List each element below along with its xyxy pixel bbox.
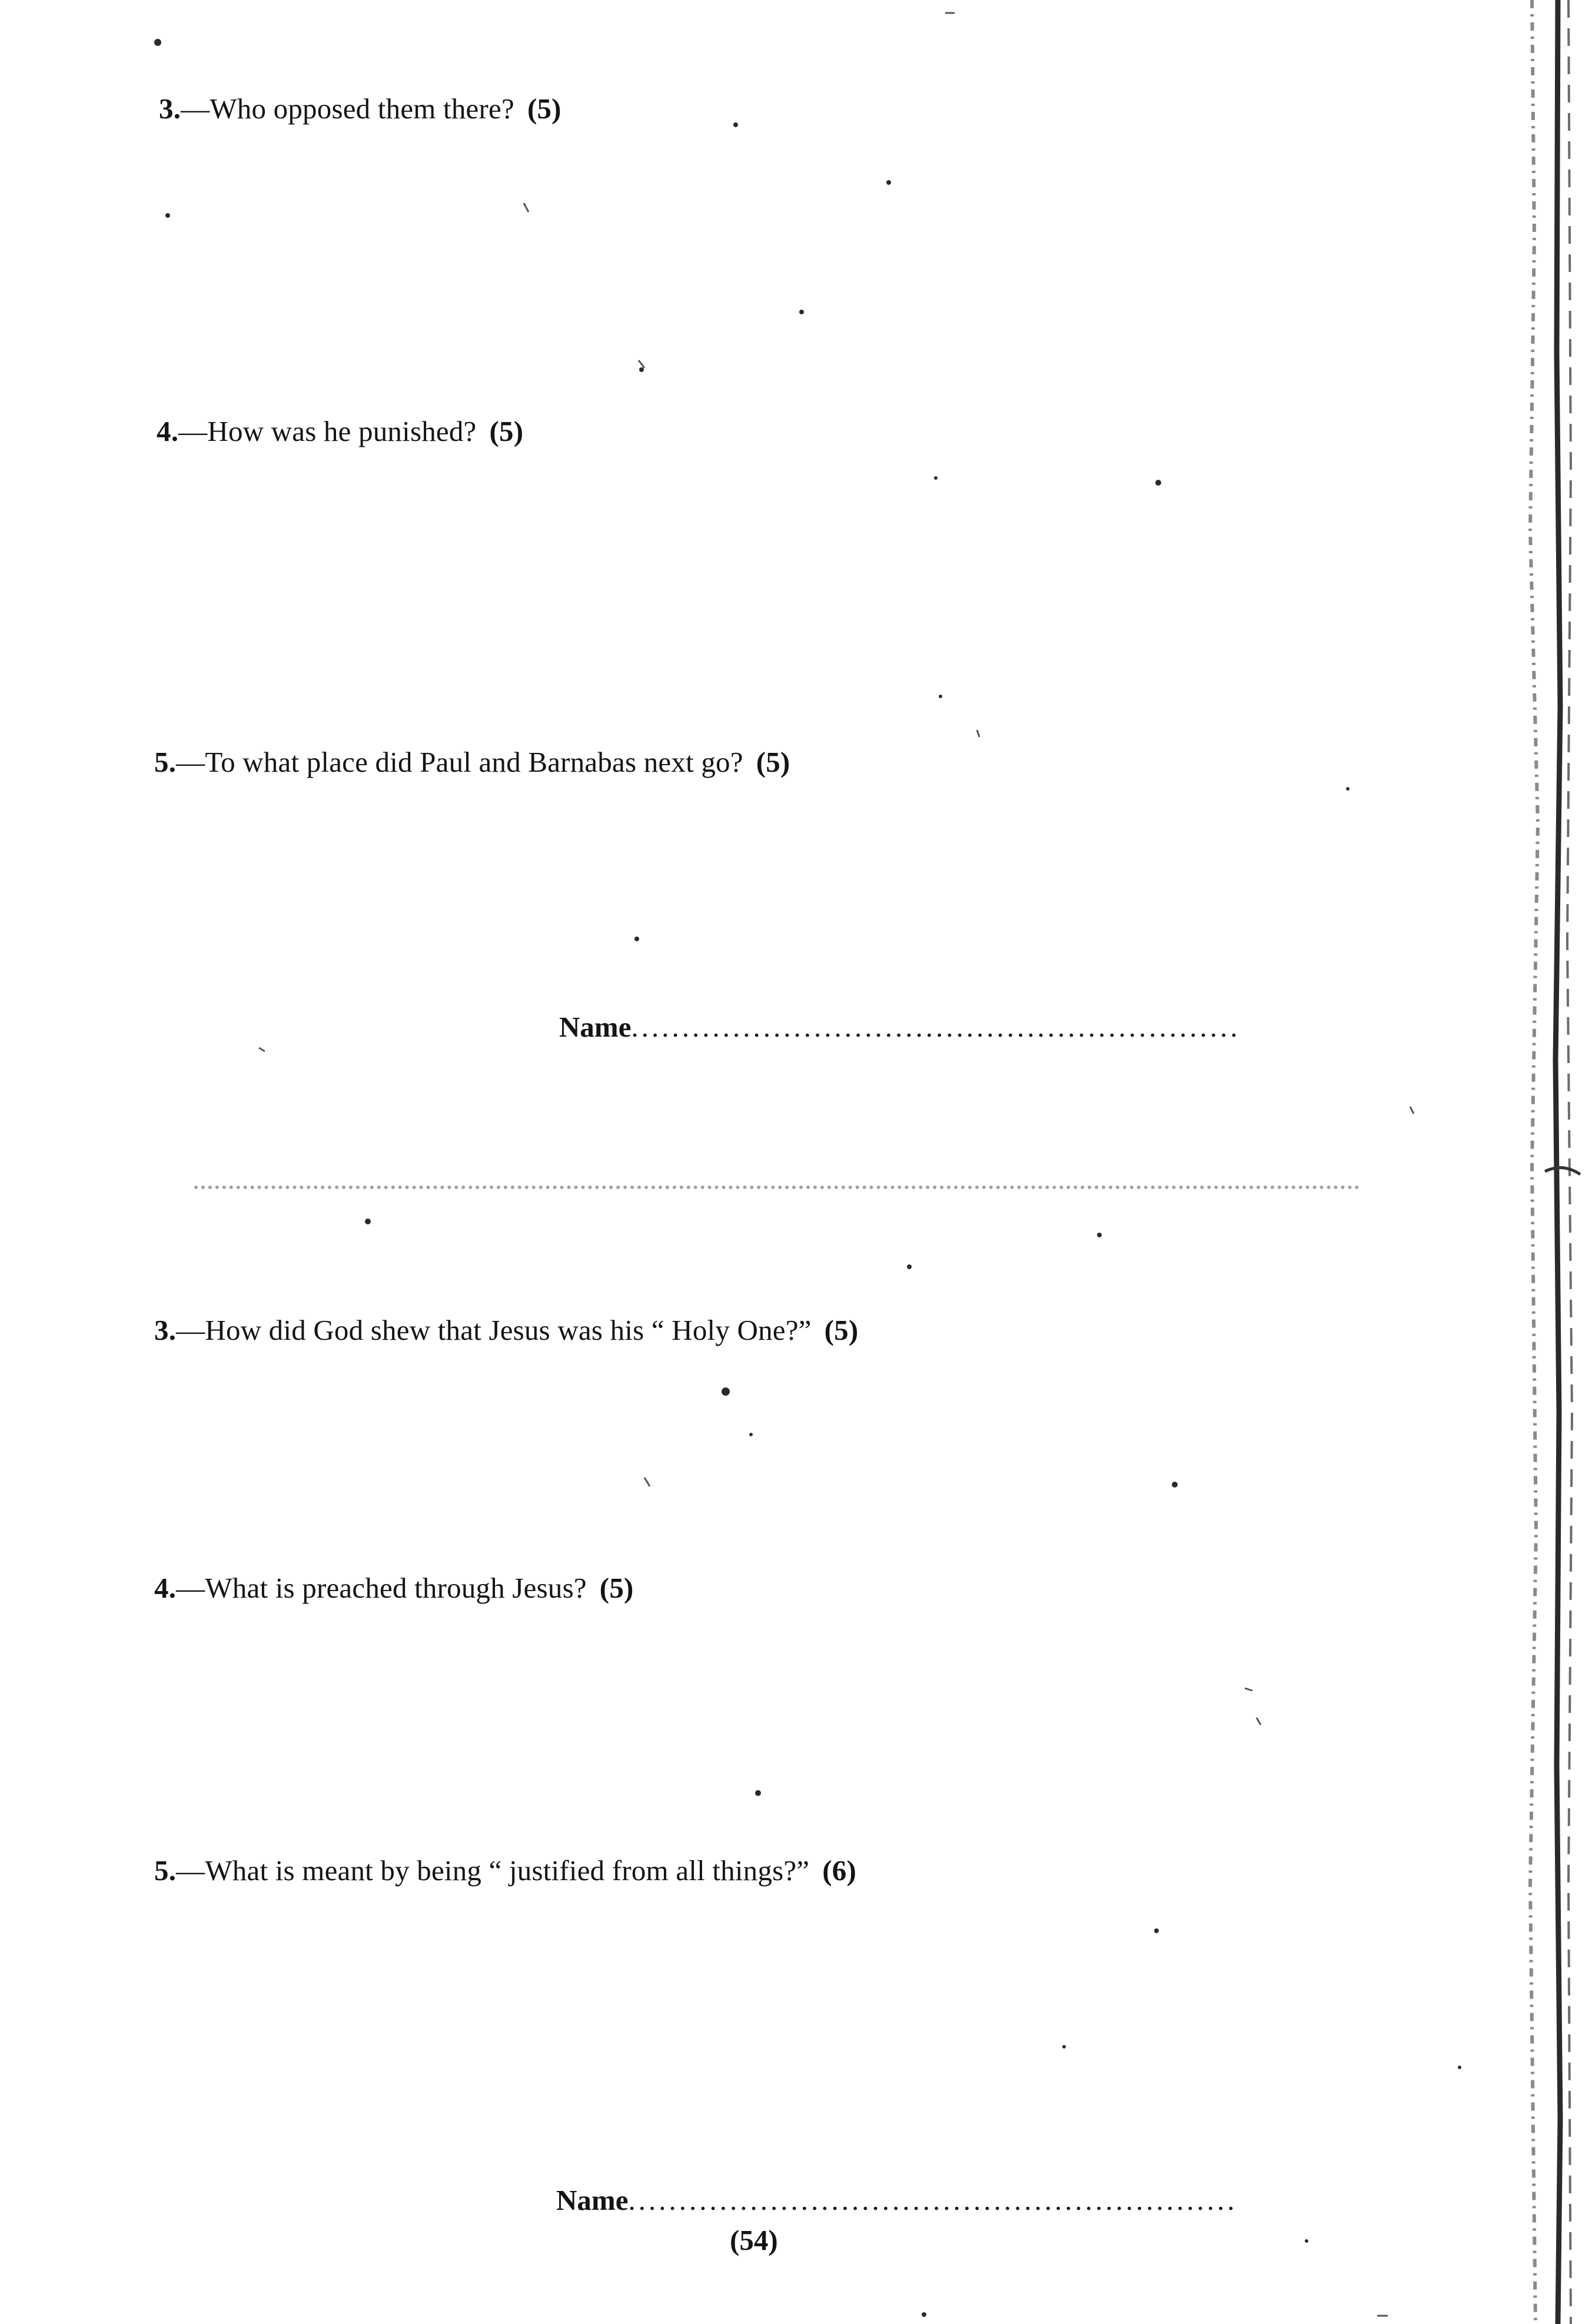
question-marks: (5) xyxy=(824,1314,859,1346)
question-bottom-3 xyxy=(154,1313,858,1348)
question-marks: (5) xyxy=(756,746,790,778)
name-field-bottom[interactable] xyxy=(556,2183,1237,2218)
question-bottom-5 xyxy=(154,1853,856,1888)
perforation-line xyxy=(194,1186,1360,1189)
question-bottom-4 xyxy=(154,1571,634,1606)
question-top-5 xyxy=(154,745,790,780)
question-number: 3. xyxy=(154,1314,177,1346)
question-number: 3. xyxy=(159,92,181,125)
question-text: —To what place did Paul and Barnabas next go? xyxy=(176,746,743,778)
question-top-4 xyxy=(157,414,523,449)
question-text: —Who opposed them there? xyxy=(181,92,514,125)
question-text: —What is preached through Jesus? xyxy=(176,1572,587,1604)
question-text: —What is meant by being “ justified from all things?” xyxy=(176,1854,810,1887)
question-number: 4. xyxy=(154,1572,177,1604)
question-number: 5. xyxy=(154,1854,177,1887)
name-label: Name xyxy=(556,2184,629,2216)
name-field-top[interactable] xyxy=(559,1010,1240,1045)
question-top-3 xyxy=(159,91,561,127)
question-number: 4. xyxy=(157,415,179,447)
page-number: (54) xyxy=(730,2224,778,2256)
question-marks: (5) xyxy=(599,1572,634,1604)
question-text: —How was he punished? xyxy=(178,415,477,447)
question-number: 5. xyxy=(154,746,177,778)
page-binding-edge xyxy=(1521,0,1592,2324)
name-dotted-line: ............................................................ xyxy=(631,1011,1241,1043)
question-marks: (5) xyxy=(527,92,561,125)
name-dotted-line: ............................................................ xyxy=(628,2184,1238,2216)
question-marks: (6) xyxy=(822,1854,856,1887)
name-label: Name xyxy=(559,1011,632,1043)
question-marks: (5) xyxy=(489,415,524,447)
question-text: —How did God shew that Jesus was his “ Holy One?” xyxy=(176,1314,812,1346)
